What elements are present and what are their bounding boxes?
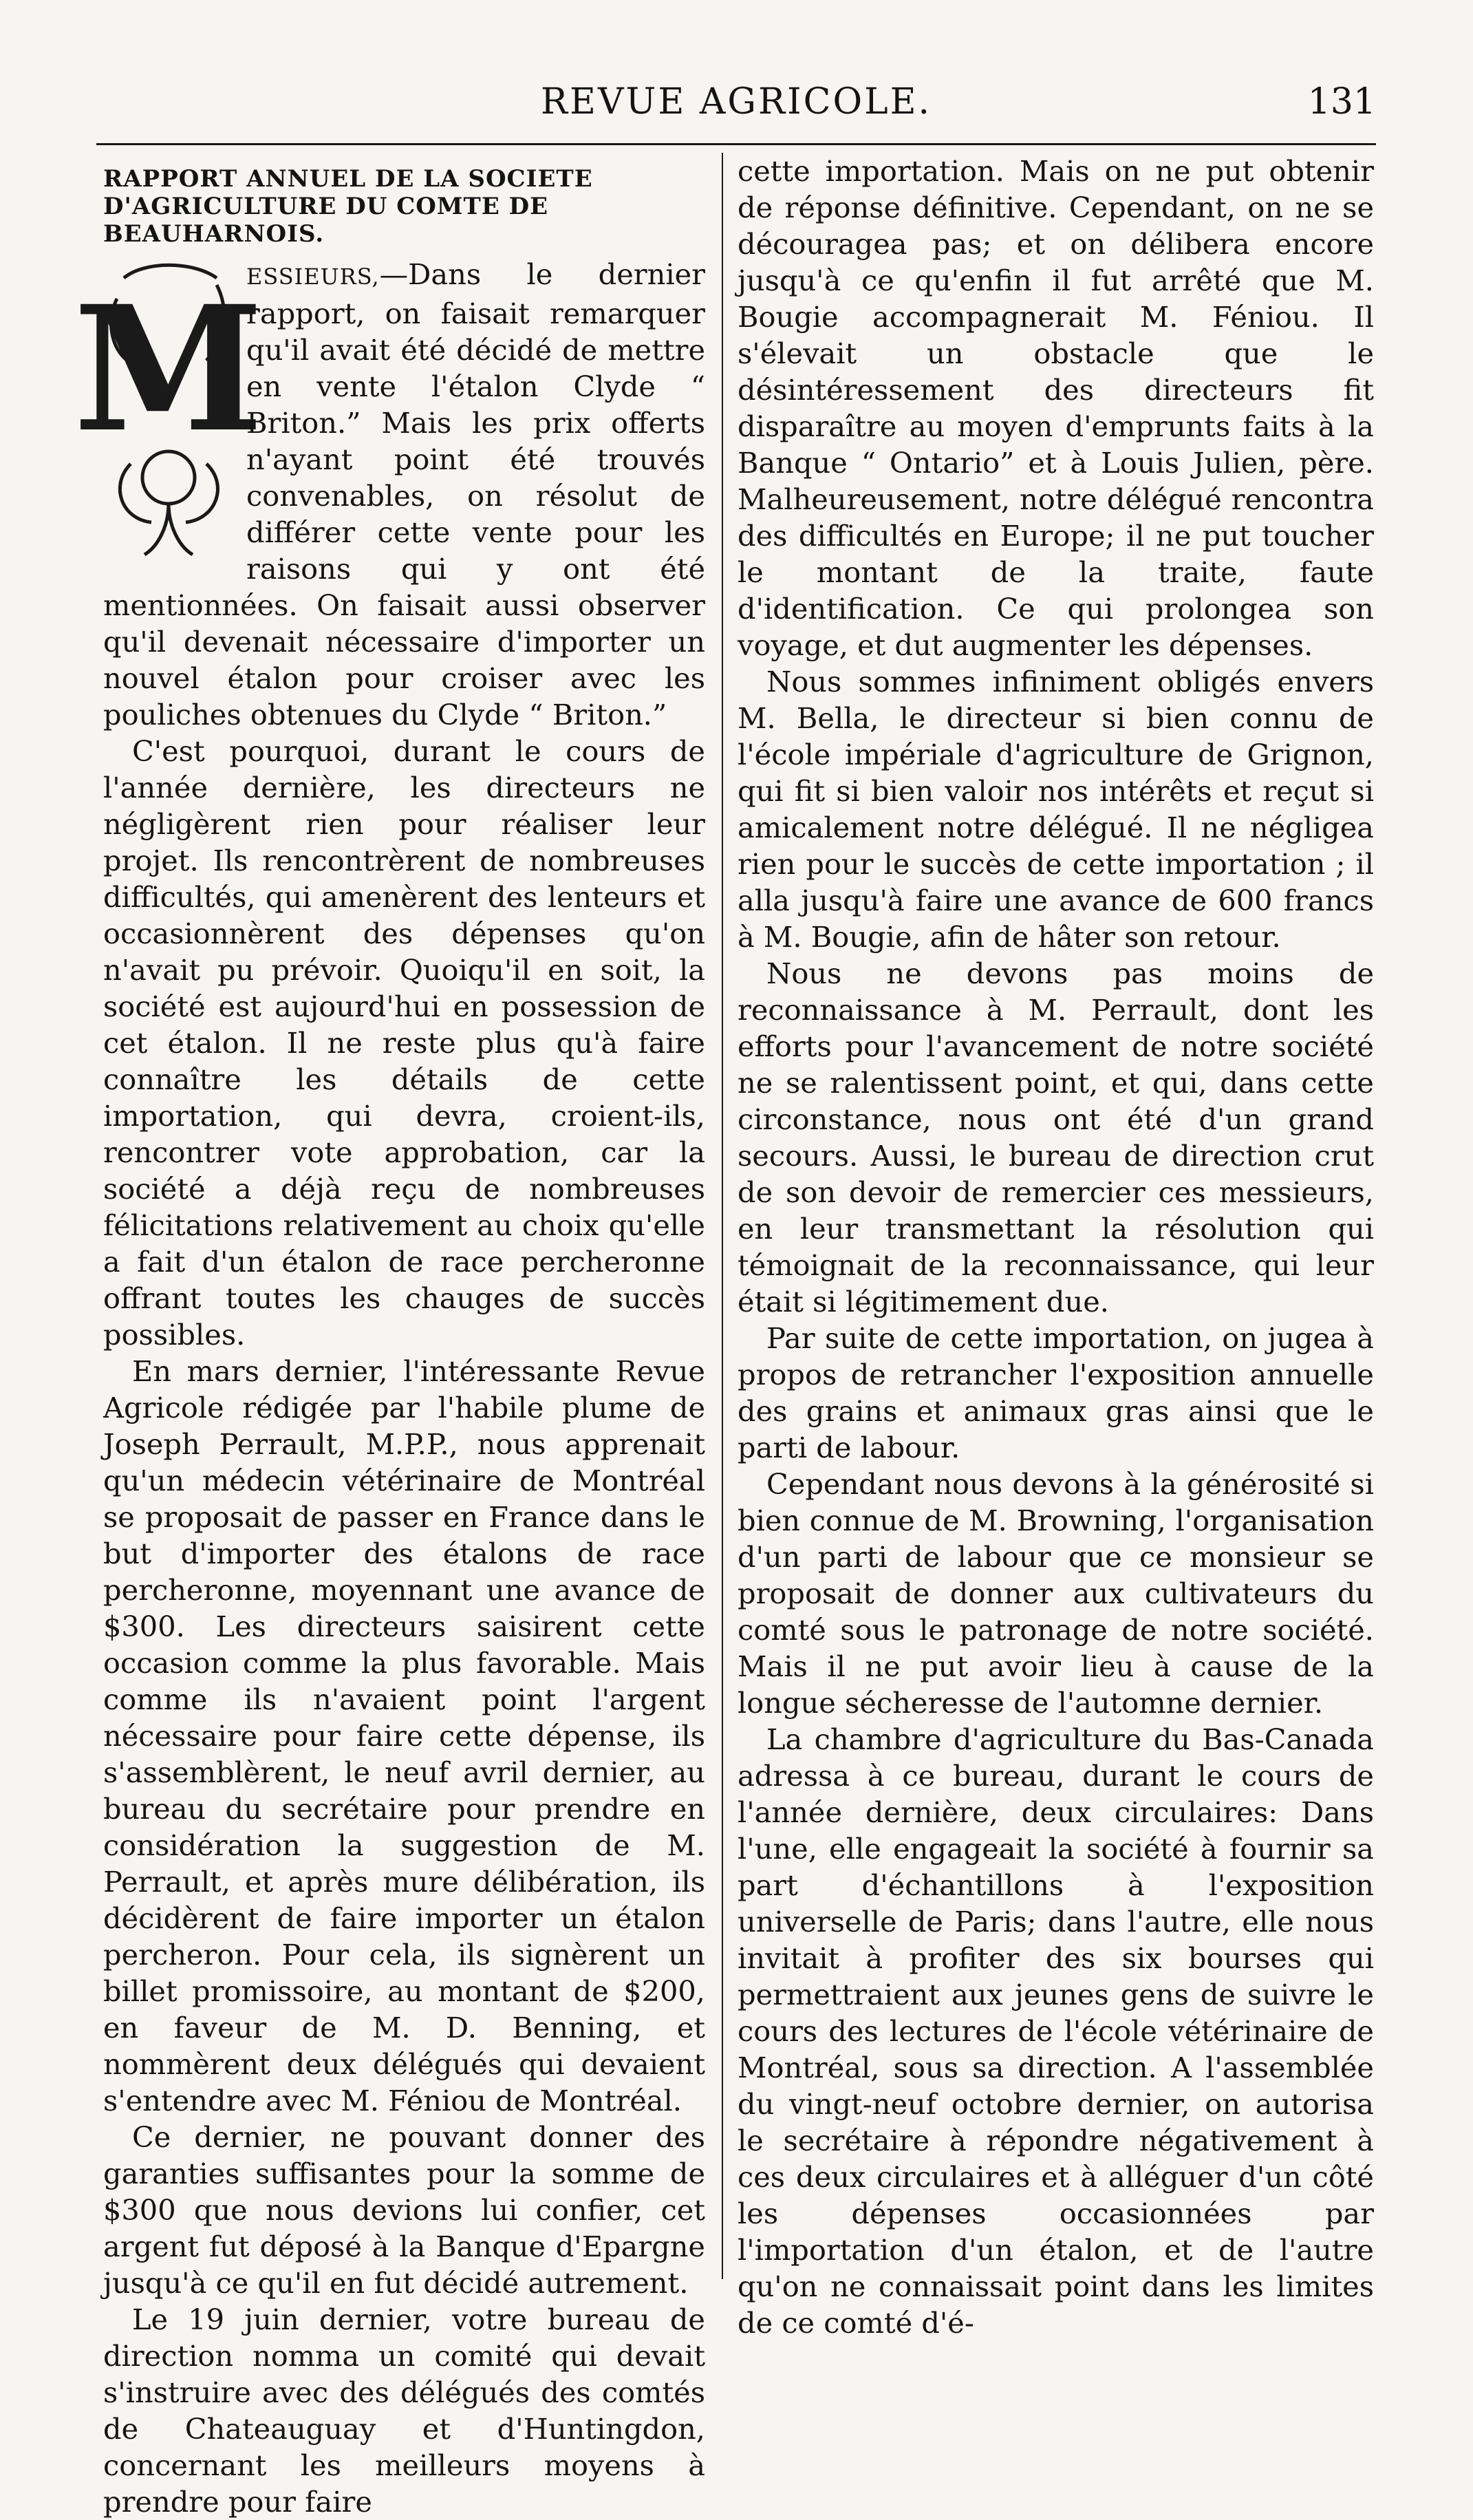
paragraph-10: Cependant nous devons à la générosité si bien connue de M. Browning, l'organisation d'un parti de labour que ce monsieur se proposait de donner aux cultivateurs du comté sous le patronage de notre société. Mais il ne put avoir lieu à cause de la longue sécheresse de l'automne dernier. — [738, 1467, 1374, 1720]
paragraph-4: Ce dernier, ne pouvant donner des garanties suffisantes pour la somme de $300 que nous devions lui confier, cet argent fut déposé à la Banque d'Epargne jusqu'à ce qu'il en fut décidé autrement. — [103, 2120, 705, 2300]
right-column — [738, 153, 1374, 2340]
running-head — [96, 81, 1376, 129]
paragraph-8: Nous ne devons pas moins de reconnaissance à M. Perrault, dont les efforts pour l'avancement de notre société ne se ralentissent point, et qui, dans cette circonstance, nous ont été d'un grand secours. Aussi, le bureau de direction crut de son devoir de remercier ces messieurs, en leur transmettant la résolution qui témoignait de la reconnaissance, qui leur était si légitimement due. — [738, 957, 1374, 1318]
ornamental-dropcap-m — [73, 257, 264, 560]
article-title: RAPPORT ANNUEL DE LA SOCIETE D'AGRICULTURE DU COMTE DE BEAUHARNOIS. — [103, 165, 593, 248]
svg-text:M: M — [73, 268, 264, 470]
paragraph-1-text: —Dans le dernier rapport, on faisait remarquer qu'il avait été décidé de mettre en vente l'étalon Clyde “ Briton.” Mais les prix offerts n'ayant point été trouvés convenables, on résolut de différer cette vente pour les raisons qui y ont été mentionnées. On faisait aussi observer qu'il devenait nécessaire d'importer un nouvel étalon pour croiser avec les pouliches obtenues du Clyde “ Briton.” — [103, 257, 705, 732]
paragraph-6: cette importation. Mais on ne put obtenir de réponse définitive. Cependant, on ne se découragea pas; et on délibera encore jusqu'à ce qu'enfin il fut arrêté que M. Bougie accompagnerait M. Féniou. Il s'élevait un obstacle que le désintéressement des directeurs fit disparaître au moyen d'emprunts faits à la Banque “ Ontario” et à Louis Julien, père. Malheureusement, notre délégué rencontra des difficultés en Europe; il ne put toucher le montant de la traite, faute d'identification. Ce qui prolongea son voyage, et dut augmenter les dépenses. — [738, 154, 1374, 662]
header-rule — [96, 143, 1376, 145]
opening-smallcaps: ESSIEURS, — [246, 264, 380, 290]
paragraph-2: C'est pourquoi, durant le cours de l'année dernière, les directeurs ne négligèrent rien pour réaliser leur projet. Ils rencontrèrent de nombreuses difficultés, qui amenèrent des lenteurs et occasionnèrent des dépenses qu'on n'avait pu prévoir. Quoiqu'il en soit, la société est aujourd'hui en possession de cet étalon. Il ne reste plus qu'à faire connaître les détails de cette importation, qui devra, croient-ils, rencontrer vote approbation, car la société a déjà reçu de nombreuses félicitations relativement au choix qu'elle a fait d'un étalon de race percheronne offrant toutes les chauges de succès possibles. — [103, 734, 705, 1352]
page-number: 131 — [1307, 81, 1376, 122]
column-divider — [722, 153, 723, 2279]
paragraph-5: Le 19 juin dernier, votre bureau de direction nomma un comité qui devait s'instruire avec des délégués des comtés de Chateauguay et d'Huntingdon, concernant les meilleurs moyens à prendre pour faire — [103, 2303, 705, 2519]
paragraph-11: La chambre d'agriculture du Bas-Canada adressa à ce bureau, durant le cours de l'année dernière, deux circulaires: Dans l'une, elle engageait la société à fournir sa part d'échantillons à l'exposition universelle de Paris; dans l'autre, elle nous invitait à profiter des six bourses qui permettraient aux jeunes gens de suivre le cours des lectures de l'école vétérinaire de Montréal, sous sa direction. A l'assemblée du vingt-neuf octobre dernier, on autorisa le secrétaire à répondre négativement à ces deux circulaires et à alléguer d'un côté les dépenses occasionnées par l'importation d'un étalon, et de l'autre qu'on ne connaissait point dans les limites de ce comté d'é- — [738, 1722, 1374, 2340]
left-column — [73, 165, 705, 2519]
paragraph-9: Par suite de cette importation, on jugea à propos de retrancher l'exposition annuelle des grains et animaux gras ainsi que le parti de labour. — [738, 1321, 1374, 1464]
journal-title: REVUE AGRICOLE. — [540, 81, 932, 122]
paragraph-3: En mars dernier, l'intéressante Revue Agricole rédigée par l'habile plume de Joseph Perrault, M.P.P., nous apprenait qu'un médecin vétérinaire de Montréal se proposait de passer en France dans le but d'importer des étalons de race percheronne, moyennant une avance de $300. Les directeurs saisirent cette occasion comme la plus favorable. Mais comme ils n'avaient point l'argent nécessaire pour faire cette dépense, ils s'assemblèrent, le neuf avril dernier, au bureau du secrétaire pour prendre en considération la suggestion de M. Perrault, et après mure délibération, ils décidèrent de faire importer un étalon percheron. Pour cela, ils signèrent un billet promissoire, au montant de $200, en faveur de M. D. Benning, et nommèrent deux délégués qui devaient s'entendre avec M. Féniou de Montréal. — [103, 1354, 705, 2117]
paragraph-7: Nous sommes infiniment obligés envers M. Bella, le directeur si bien connu de l'école impériale d'agriculture de Grignon, qui fit si bien valoir nos intérêts et reçut si amicalement notre délégué. Il ne négligea rien pour le succès de cette importation ; il alla jusqu'à faire une avance de 600 francs à M. Bougie, afin de hâter son retour. — [738, 665, 1374, 954]
